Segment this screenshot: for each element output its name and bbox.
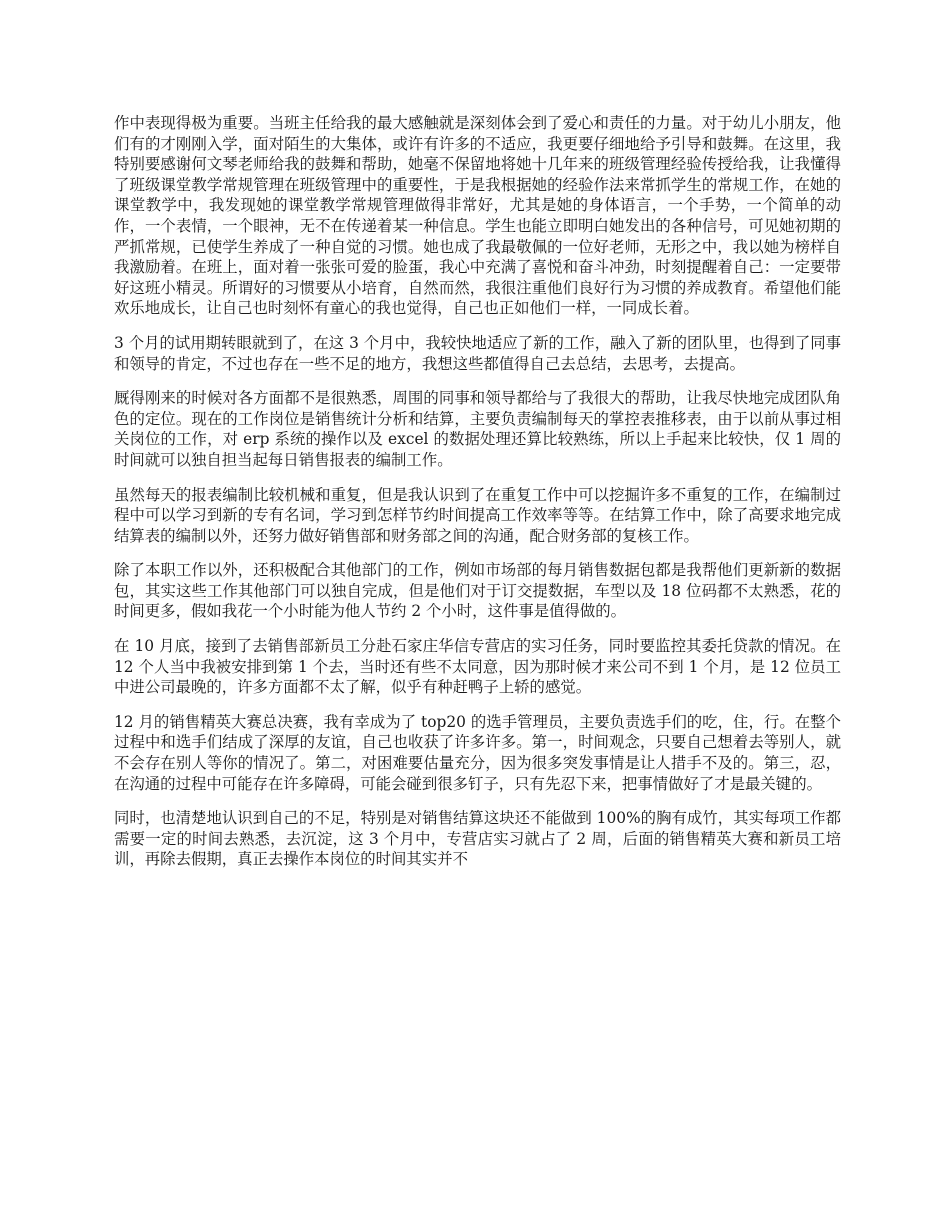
paragraph-5: 除了本职工作以外，还积极配合其他部门的工作，例如市场部的每月销售数据包都是我帮他们更新新的数据包，其实这些工作其他部门可以独自完成，但是他们对于订交提数据，车型以及 18 位码都不太熟悉，花的时间更多，假如我花一个小时能为他人节约 2 个小时，这件事是值得做的。	[114, 561, 841, 621]
document-body	[114, 113, 841, 884]
paragraph-3: 厩得刚来的时候对各方面都不是很熟悉，周围的同事和领导都给与了我很大的帮助，让我尽快地完成团队角色的定位。现在的工作岗位是销售统计分析和结算，主要负责编制每天的掌控表推移表，由于以前从事过相关岗位的工作，对 erp 系统的操作以及 excel 的数据处理还算比较熟练，所以上手起来比较快，仅 1 周的时间就可以独自担当起每日销售报表的编制工作。	[114, 389, 841, 469]
paragraph-2: 3 个月的试用期转眼就到了，在这 3 个月中，我较快地适应了新的工作，融入了新的团队里，也得到了同事和领导的肯定，不过也存在一些不足的地方，我想这些都值得自己去总结，去思考，去提高。	[114, 333, 841, 373]
paragraph-8: 同时，也清楚地认识到自己的不足，特别是对销售结算这块还不能做到 100%的胸有成竹，其实每项工作都需要一定的时间去熟悉，去沉淀，这 3 个月中，专营店实习就占了 2 周，后面的销售精英大赛和新员工培训，再除去假期，真正去操作本岗位的时间其实并不	[114, 809, 841, 869]
paragraph-4: 虽然每天的报表编制比较机械和重复，但是我认识到了在重复工作中可以挖掘许多不重复的工作，在编制过程中可以学习到新的专有名词，学习到怎样节约时间提高工作效率等等。在结算工作中，除了高要求地完成结算表的编制以外，还努力做好销售部和财务部之间的沟通，配合财务部的复核工作。	[114, 485, 841, 545]
paragraph-1: 作中表现得极为重要。当班主任给我的最大感触就是深刻体会到了爱心和责任的力量。对于幼儿小朋友，他们有的才刚刚入学，面对陌生的大集体，或许有许多的不适应，我更要仔细地给予引导和鼓舞。在这里，我特别要感谢何文琴老师给我的鼓舞和帮助，她毫不保留地将她十几年来的班级管理经验传授给我，让我懂得了班级课堂教学常规管理在班级管理中的重要性，于是我根据她的经验作法来常抓学生的常规工作，在她的课堂教学中，我发现她的课堂教学常规管理做得非常好，尤其是她的身体语言，一个手势，一个简单的动作，一个表情，一个眼神，无不在传递着某一种信息。学生也能立即明白她发出的各种信号，可见她初期的严抓常规，已使学生养成了一种自觉的习惯。她也成了我最敬佩的一位好老师，无形之中，我以她为榜样自我激励着。在班上，面对着一张张可爱的脸蛋，我心中充满了喜悦和奋斗冲劲，时刻提醒着自己：一定要带好这班小精灵。所谓好的习惯要从小培育，自然而然，我很注重他们良好行为习惯的养成教育。希望他们能欢乐地成长，让自己也时刻怀有童心的我也觉得，自己也正如他们一样，一同成长着。	[114, 114, 841, 318]
paragraph-7: 12 月的销售精英大赛总决赛，我有幸成为了 top20 的选手管理员，主要负责选手们的吃，住，行。在整个过程中和选手们结成了深厚的友谊，自己也收获了许多许多。第一，时间观念，只要自己想着去等别人，就不会存在别人等你的情况了。第二，对困难要估量充分，因为很多突发事情是让人措手不及的。第三，忍，在沟通的过程中可能存在许多障碍，可能会碰到很多钉子，只有先忍下来，把事情做好了才是最关键的。	[114, 712, 841, 793]
paragraph-6: 在 10 月底，接到了去销售部新员工分赴石家庄华信专营店的实习任务，同时要监控其委托贷款的情况。在 12 个人当中我被安排到第 1 个去，当时还有些不太同意，因为那时候才来公司不到 1 个月，是 12 位员工中进公司最晚的，许多方面都不太了解，似乎有种赶鸭子上轿的感觉。	[114, 637, 841, 697]
